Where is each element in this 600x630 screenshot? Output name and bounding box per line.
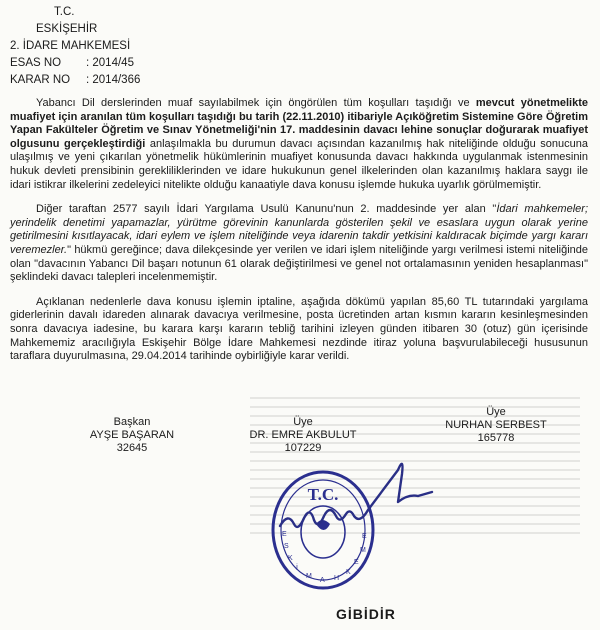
karar-row: [10, 72, 140, 89]
signature-block-president: [72, 416, 192, 455]
esas-row: [10, 55, 140, 72]
svg-text:A: A: [320, 577, 325, 584]
p2-text-a: Diğer taraftan 2577 sayılı İdari Yargılama Usulü Kanunu'nun 2. maddesinde yer alan ": [36, 203, 497, 216]
document-header: [10, 4, 140, 89]
paragraph-3: Açıklanan nedenlerle dava konusu işlemin iptaline, aşağıda dökümü yapılan 85,60 TL tutarındaki yargılama giderlerinin davalı idareden alınarak davacıya verilmesine, posta ücretinden artan kısmın kararın kesinleşmesinden sonra davacıya iadesine, bu karara karşı kararın tebliğ tarihini izleyen günden itibaren 30 (otuz) gün içerisinde Mahkememiz aracılığıyla Eskişehir Bölge İdare Mahkemesi nezdinde itiraz yoluna başvurulabileceği hususunun taraflara duyurulmasına, 29.04.2014 tarihinde oybirliğiyle karar verildi.: [10, 295, 588, 363]
svg-text:E: E: [354, 559, 359, 566]
svg-text:K: K: [288, 555, 293, 562]
karar-value: : 2014/366: [86, 74, 141, 86]
signature-name: AYŞE BAŞARAN: [89, 429, 175, 441]
svg-text:M: M: [360, 547, 366, 554]
p2-text-c: " hükmü gereğince; dava dilekçesinde yer verilen ve idari işlem niteliğinde yargı verilmesi istemi niteliğinde olan "davacının Yabancı Dil başarı notunun 61 olarak değiştirilmesi ve genel not ortalamasının yeniden hesaplanması" şeklindeki davacı talepleri incelenmemiştir.: [10, 243, 588, 284]
svg-text:K: K: [346, 569, 351, 576]
signature-title: Üye: [293, 416, 313, 428]
svg-text:E: E: [282, 531, 287, 538]
signature-name: NURHAN SERBEST: [445, 419, 547, 431]
p2-italic: İdari mahkemeler; yerindelik denetimi yapamazlar, yürütme görevinin kanunlarda gösterilen şekil ve esaslara uygun olarak yerine getirilmesini kısıtlayacak, idari eylem ve işlem niteliğinde veya idarenin takdir yetkisini kaldıracak biçimde yargı kararı veremezler.: [10, 203, 588, 256]
esas-label: ESAS NO: [10, 57, 62, 69]
stamp-label: T.C.: [307, 485, 339, 504]
p1-bold: mevcut yönetmelikte muafiyet için aranılan tüm koşulları taşıdığı bu tarih (22.11.2010) itibariyle Açıköğretim Sistemine Göre Öğretim Yapan Fakülteler Öğretim ve Sınav Yönetmeliği'nin 17. maddesinin davacı lehine sonuçlar doğurarak muafiyet olgusunu gerçekleştirdiği: [10, 97, 588, 150]
karar-label: KARAR NO: [10, 74, 71, 86]
esas-value: : 2014/45: [86, 57, 134, 69]
header-court: 2. İDARE MAHKEMESİ: [10, 40, 131, 52]
p1-text-c: anlaşılmakla bu durumun davacı açısından kazanılmış hak niteliğinde olduğu sonucuna ulaşılmış ve yeni çıkarılan yönetmelik hükümlerinin muafiyet konusunda davacı hakkında uygulanmak istenmesinin hukuk devleti prensibinin gerekliliklerinden ve idare hukukunun genel ilkelerinden olan kazanılmış haklara saygı ile idari istikrar ilkelerini zedeleyici nitelikte olduğu kanaatiyle dava konusu işlemde hukuka uyarlık görülmemiştir.: [10, 137, 589, 191]
header-city: ESKİŞEHİR: [36, 23, 98, 35]
signature-number: 107229: [284, 442, 322, 454]
decision-body: [10, 97, 588, 364]
svg-text:E: E: [362, 533, 367, 540]
p1-text-a: Yabancı Dil derslerinden muaf sayılabilmek için öngörülen tüm koşulları taşıdığı ve: [36, 97, 476, 109]
svg-text:İ: İ: [296, 565, 298, 572]
svg-text:S: S: [284, 543, 289, 550]
signature-title: Başkan: [113, 416, 151, 428]
svg-text:M: M: [306, 573, 312, 580]
paragraph-2: [10, 203, 588, 285]
signature-number: 165778: [477, 432, 515, 444]
svg-text:H: H: [334, 575, 340, 582]
signature-title: Üye: [486, 406, 506, 418]
paragraph-1: [10, 97, 588, 192]
handwritten-signature-icon: [276, 440, 456, 550]
signature-number: 32645: [116, 442, 148, 454]
footer-partial-text: GİBİDİR: [336, 606, 396, 622]
signature-name: DR. EMRE AKBULUT: [249, 429, 357, 441]
header-tc: T.C.: [54, 6, 75, 18]
